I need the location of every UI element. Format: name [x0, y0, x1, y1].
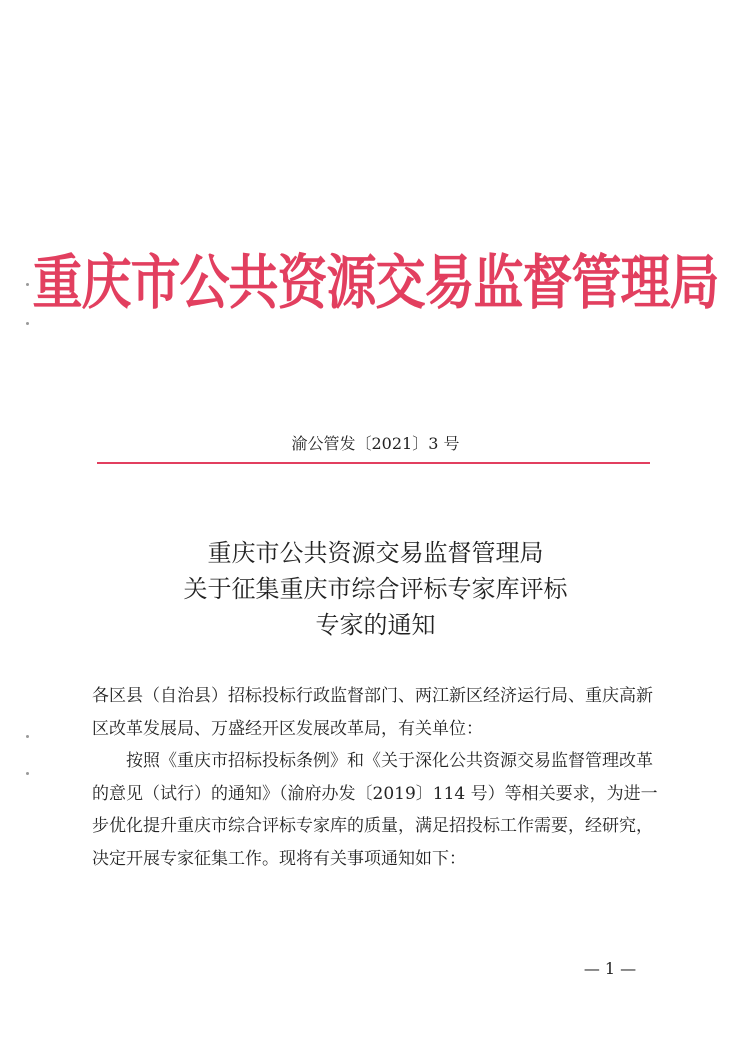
salutation: 各区县（自治县）招标投标行政监督部门、两江新区经济运行局、重庆高新区改革发展局、万盛经开区发展改革局，有关单位：: [92, 686, 653, 739]
scan-mark: [26, 283, 29, 286]
title-line-1: 重庆市公共资源交易监督管理局: [207, 539, 544, 567]
title-line-2: 关于征集重庆市综合评标专家库评标: [183, 575, 568, 603]
scan-mark: [26, 772, 29, 775]
body-paragraph-1: 按照《重庆市招标投标条例》和《关于深化公共资源交易监督管理改革的意见（试行）的通知》（渝府办发〔2019〕114 号）等相关要求，为进一步优化提升重庆市综合评标专家库的质量，满足招投标工作需要，经研究，决定开展专家征集工作。现将有关事项通知如下：: [92, 751, 658, 869]
issuing-organization-header: 重庆市公共资源交易监督管理局: [32, 248, 719, 318]
page-number: — 1 —: [583, 959, 637, 978]
document-body: [92, 680, 662, 875]
document-number: 渝公管发〔2021〕3 号: [291, 434, 460, 453]
scan-mark: [26, 322, 29, 325]
title-line-3: 专家的通知: [315, 611, 436, 639]
document-title: [0, 535, 751, 643]
red-separator-line: [97, 462, 650, 464]
scan-mark: [26, 735, 29, 738]
